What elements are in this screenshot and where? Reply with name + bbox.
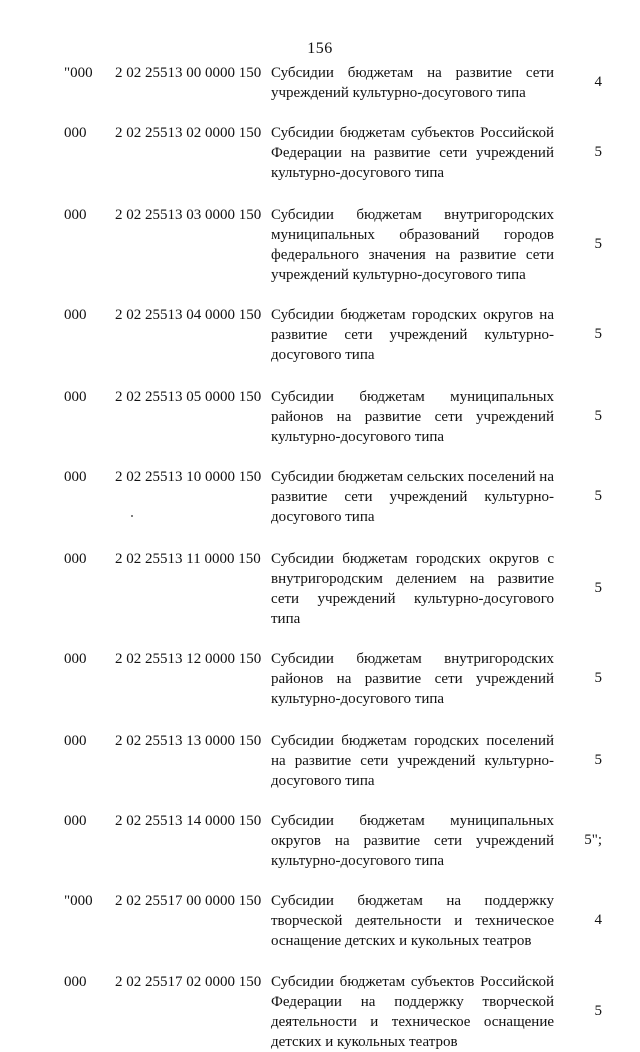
row-kbk: 2 02 25513 13 0000 150 <box>115 733 262 749</box>
row-name: Субсидии бюджетам на поддержку творческой деятельности и техническое оснащение детских и кукольных театров <box>271 893 554 949</box>
row-code: "000 <box>64 65 93 81</box>
table-row <box>0 122 640 183</box>
row-level: 5"; <box>584 832 602 848</box>
page-number: 156 <box>307 40 333 57</box>
row-kbk: 2 02 25513 14 0000 150 <box>115 813 262 829</box>
table-row <box>0 304 640 365</box>
row-code: 000 <box>64 389 87 405</box>
table-row <box>0 648 640 709</box>
row-kbk: 2 02 25513 02 0000 150 <box>115 125 262 141</box>
row-kbk: 2 02 25517 00 0000 150 <box>115 893 262 909</box>
row-code: 000 <box>64 551 87 567</box>
table-row <box>0 890 640 951</box>
row-code: 000 <box>64 307 87 323</box>
row-name: Субсидии бюджетам городских поселений на развитие сети учреждений культурно-досугового типа <box>271 733 554 789</box>
table-row <box>0 810 640 871</box>
row-code: 000 <box>64 125 87 141</box>
table-row <box>0 971 640 1052</box>
row-name: Субсидии бюджетам сельских поселений на развитие сети учреждений культурно-досугового типа <box>271 469 554 525</box>
row-code: 000 <box>64 651 87 667</box>
row-level: 5 <box>594 488 602 504</box>
row-kbk: 2 02 25513 04 0000 150 <box>115 307 262 323</box>
table-row <box>0 466 640 527</box>
row-name: Субсидии бюджетам муниципальных округов на развитие сети учреждений культурно-досугового типа <box>271 813 554 869</box>
scan-speck <box>131 515 133 517</box>
row-level: 5 <box>594 144 602 160</box>
row-kbk: 2 02 25513 05 0000 150 <box>115 389 262 405</box>
table-row <box>0 204 640 285</box>
row-level: 4 <box>594 74 602 90</box>
row-kbk: 2 02 25517 02 0000 150 <box>115 974 262 990</box>
row-code: 000 <box>64 469 87 485</box>
row-level: 5 <box>594 326 602 342</box>
row-name: Субсидии бюджетам на развитие сети учреждений культурно-досугового типа <box>271 65 554 101</box>
row-level: 4 <box>594 912 602 928</box>
row-kbk: 2 02 25513 11 0000 150 <box>115 551 261 567</box>
row-name: Субсидии бюджетам субъектов Российской Федерации на поддержку творческой деятельности и техническое оснащение детских и кукольных театров <box>271 974 554 1050</box>
table-row <box>0 386 640 447</box>
table-row <box>0 62 640 103</box>
row-name: Субсидии бюджетам внутригородских муниципальных образований городов федерального значения на развитие сети учреждений культурно-досугового типа <box>271 207 554 283</box>
row-level: 5 <box>594 580 602 596</box>
row-code: "000 <box>64 893 93 909</box>
row-code: 000 <box>64 974 87 990</box>
row-kbk: 2 02 25513 03 0000 150 <box>115 207 262 223</box>
row-kbk: 2 02 25513 10 0000 150 <box>115 469 262 485</box>
row-name: Субсидии бюджетам субъектов Российской Федерации на развитие сети учреждений культурно-досугового типа <box>271 125 554 181</box>
budget-classification-table <box>0 62 640 1052</box>
row-code: 000 <box>64 813 87 829</box>
row-level: 5 <box>594 236 602 252</box>
table-row <box>0 548 640 629</box>
row-kbk: 2 02 25513 00 0000 150 <box>115 65 262 81</box>
row-level: 5 <box>594 670 602 686</box>
row-name: Субсидии бюджетам муниципальных районов на развитие сети учреждений культурно-досугового типа <box>271 389 554 445</box>
row-level: 5 <box>594 752 602 768</box>
row-level: 5 <box>594 1003 602 1019</box>
row-level: 5 <box>594 408 602 424</box>
row-name: Субсидии бюджетам внутригородских районов на развитие сети учреждений культурно-досугового типа <box>271 651 554 707</box>
row-code: 000 <box>64 207 87 223</box>
row-name: Субсидии бюджетам городских округов на развитие сети учреждений культурно-досугового типа <box>271 307 554 363</box>
row-kbk: 2 02 25513 12 0000 150 <box>115 651 262 667</box>
row-code: 000 <box>64 733 87 749</box>
row-name: Субсидии бюджетам городских округов с внутригородским делением на развитие сети учреждений культурно-досугового типа <box>271 551 554 627</box>
table-row <box>0 730 640 791</box>
